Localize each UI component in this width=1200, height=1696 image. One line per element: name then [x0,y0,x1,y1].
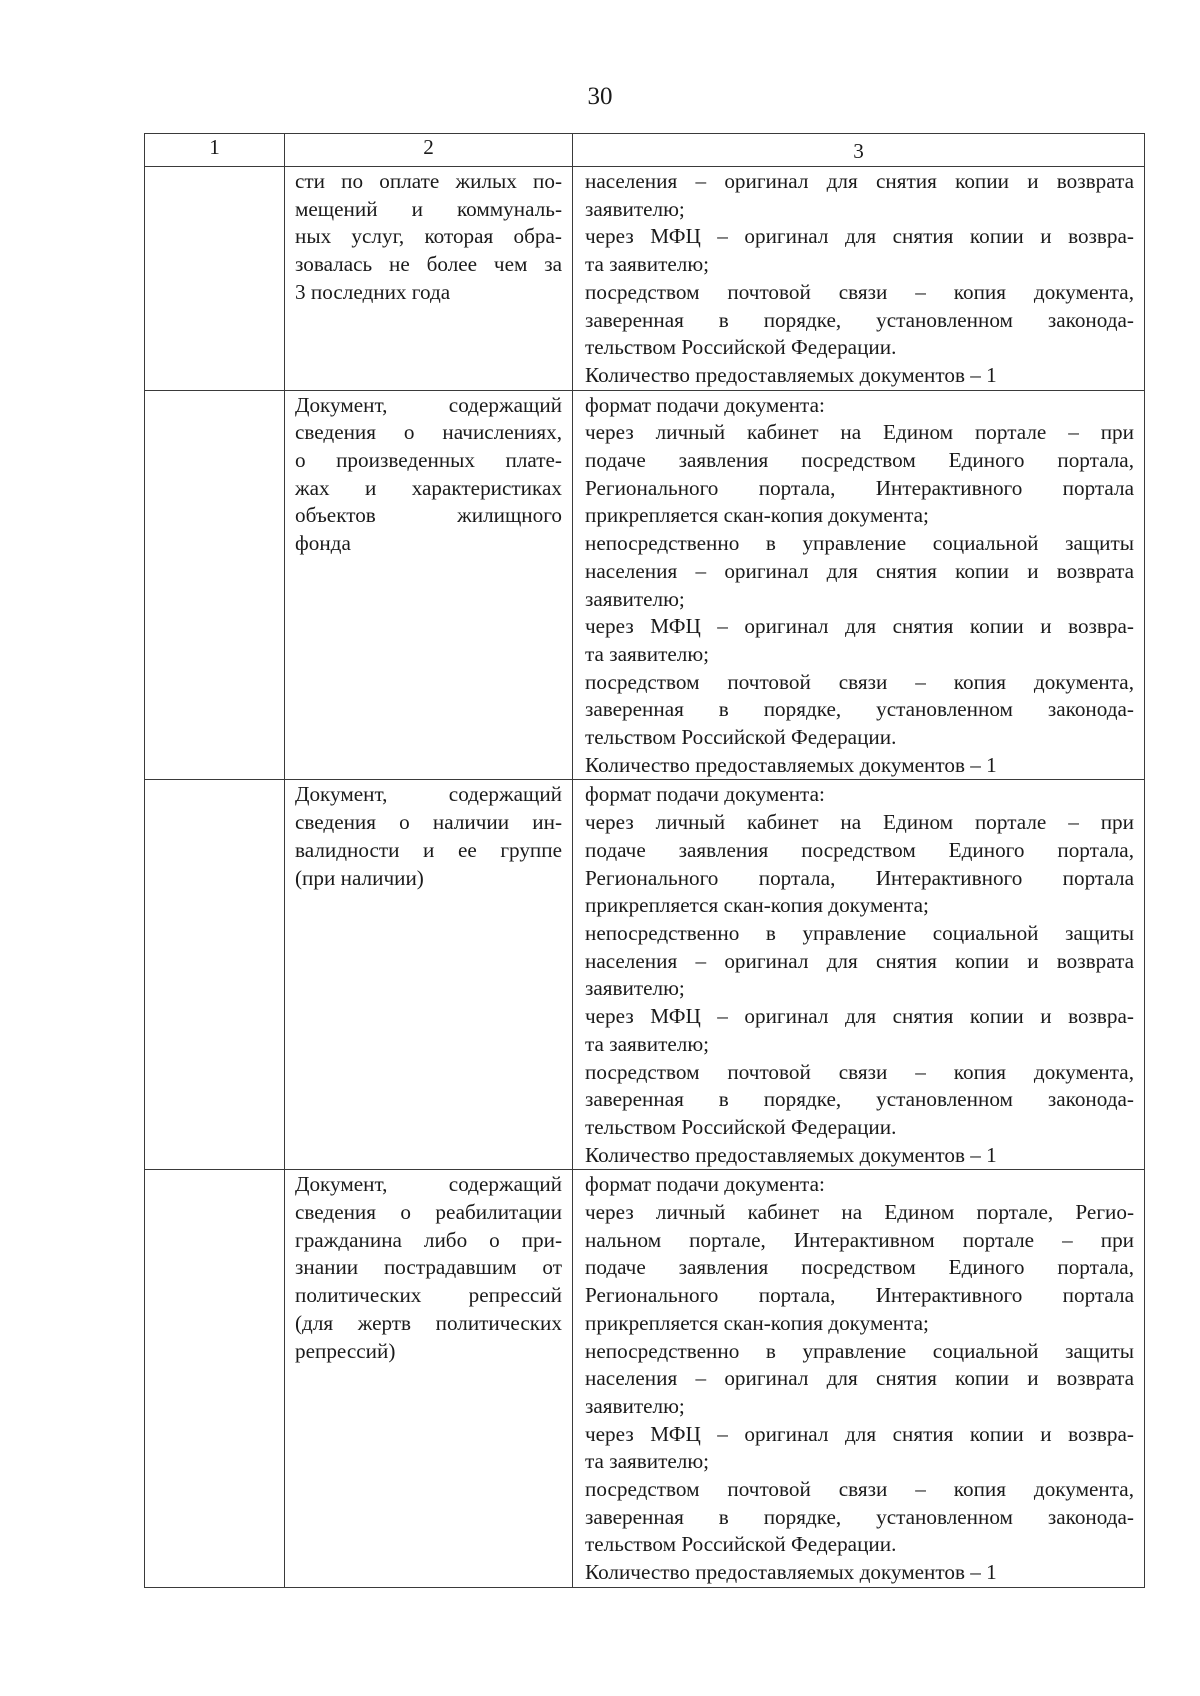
document-name-line: фонда [295,531,351,556]
document-name-line: зовалась не более чем за [295,252,562,277]
table-row [145,167,1145,391]
submission-format-line: населения – оригинал для снятия копии и возврата [585,948,1134,973]
document-name-line: (при наличии) [295,865,424,890]
column-1-cell [145,390,285,780]
document-name-cell [285,390,573,780]
document-name-line: знании пострадавшим от [295,1255,562,1280]
column-1-cell [145,167,285,391]
table-row [145,390,1145,780]
submission-format-line: непосредственно в управление социальной защиты [585,1338,1134,1363]
document-name-line: валидности и ее группе [295,837,562,862]
submission-format-line: формат подачи документа: [585,1172,825,1197]
document-name-line: жах и характеристиках [295,475,562,500]
submission-format-line: формат подачи документа: [585,392,825,417]
submission-format-line: Регионального портала, Интерактивного портала [585,865,1134,890]
submission-format-line: тельством Российской Федерации. [585,725,897,750]
submission-format-line: через МФЦ – оригинал для снятия копии и возвра- [585,614,1134,639]
submission-format-line: подаче заявления посредством Единого портала, [585,1255,1134,1280]
submission-format-line: Количество предоставляемых документов – 1 [585,752,997,777]
document-name-line: сведения о начислениях, [295,420,562,445]
submission-format-line: населения – оригинал для снятия копии и возврата [585,169,1134,193]
document-name-line: о произведенных плате- [295,448,562,473]
submission-format-line: Регионального портала, Интерактивного портала [585,1283,1134,1308]
submission-format-line: населения – оригинал для снятия копии и возврата [585,558,1134,583]
submission-format-line: посредством почтовой связи – копия документа, [585,1059,1134,1084]
submission-format-line: заверенная в порядке, установленном законода- [585,697,1134,722]
submission-format-line: заявителю; [585,976,685,1001]
submission-format-line: формат подачи документа: [585,782,825,807]
submission-format-line: Количество предоставляемых документов – 1 [585,1142,997,1167]
submission-format-line: та заявителю; [585,1449,710,1474]
document-name-line: 3 последних года [295,279,451,304]
document-name-line: сведения о наличии ин- [295,810,562,835]
submission-format-line: через личный кабинет на Едином портале – при [585,420,1134,445]
submission-format-line: Количество предоставляемых документов – 1 [585,362,997,387]
column-1-cell [145,1170,285,1588]
submission-format-line: прикрепляется скан-копия документа; [585,893,929,918]
document-name-line: мещений и коммуналь- [295,196,562,221]
submission-format-line: через личный кабинет на Едином портале – при [585,810,1134,835]
document-name-line: (для жертв политических [295,1310,562,1335]
submission-format-line: нальном портале, Интерактивном портале – при [585,1227,1134,1252]
submission-format-line: заявителю; [585,196,685,221]
submission-format-line: тельством Российской Федерации. [585,1114,897,1139]
submission-format-line: та заявителю; [585,1031,710,1056]
submission-format-line: заявителю; [585,586,685,611]
table-body [145,167,1145,1588]
submission-format-line: подаче заявления посредством Единого портала, [585,837,1134,862]
column-header-2: 2 [285,134,573,167]
page-number: 30 [587,83,613,110]
submission-format-line: Регионального портала, Интерактивного портала [585,475,1134,500]
submission-format-line: через МФЦ – оригинал для снятия копии и возвра- [585,224,1134,249]
table-row [145,1170,1145,1588]
document-name-line: объектов жилищного [295,503,562,528]
submission-format-line: заверенная в порядке, установленном законода- [585,1504,1134,1529]
document-name-line: сти по оплате жилых по- [295,169,562,193]
document-name-line: Документ, содержащий [295,392,562,417]
submission-format-line: посредством почтовой связи – копия документа, [585,279,1134,304]
document-name-line: Документ, содержащий [295,782,562,807]
document-name-line: ных услуг, которая обра- [295,224,562,249]
submission-format-line: посредством почтовой связи – копия документа, [585,669,1134,694]
table-header-row [145,134,1145,167]
column-header-1: 1 [145,134,285,167]
document-name-line: политических репрессий [295,1283,562,1308]
submission-format-line: та заявителю; [585,252,710,277]
submission-format-line: тельством Российской Федерации. [585,335,897,360]
document-name-cell [285,1170,573,1588]
submission-format-line: заверенная в порядке, установленном законода- [585,1087,1134,1112]
submission-format-cell [573,1170,1145,1588]
submission-format-line: заявителю; [585,1393,685,1418]
submission-format-line: непосредственно в управление социальной защиты [585,920,1134,945]
document-name-line: Документ, содержащий [295,1172,562,1197]
submission-format-cell [573,390,1145,780]
document-name-line: гражданина либо о при- [295,1227,562,1252]
submission-format-line: через личный кабинет на Едином портале, Регио- [585,1200,1134,1225]
submission-format-line: прикрепляется скан-копия документа; [585,1310,929,1335]
document-name-line: репрессий) [295,1338,396,1363]
document-name-cell [285,780,573,1170]
submission-format-cell [573,167,1145,391]
column-header-3: 3 [573,134,1145,167]
document-table [144,133,1145,1588]
column-1-cell [145,780,285,1170]
submission-format-line: прикрепляется скан-копия документа; [585,503,929,528]
submission-format-line: заверенная в порядке, установленном законода- [585,307,1134,332]
submission-format-line: подаче заявления посредством Единого портала, [585,448,1134,473]
submission-format-line: та заявителю; [585,641,710,666]
submission-format-line: тельством Российской Федерации. [585,1532,897,1557]
submission-format-cell [573,780,1145,1170]
table-row [145,780,1145,1170]
submission-format-line: непосредственно в управление социальной защиты [585,531,1134,556]
submission-format-line: через МФЦ – оригинал для снятия копии и возвра- [585,1004,1134,1029]
document-name-cell [285,167,573,391]
submission-format-line: посредством почтовой связи – копия документа, [585,1477,1134,1502]
submission-format-line: Количество предоставляемых документов – 1 [585,1560,997,1585]
document-name-line: сведения о реабилитации [295,1200,562,1225]
submission-format-line: через МФЦ – оригинал для снятия копии и возвра- [585,1421,1134,1446]
submission-format-line: населения – оригинал для снятия копии и возврата [585,1366,1134,1391]
